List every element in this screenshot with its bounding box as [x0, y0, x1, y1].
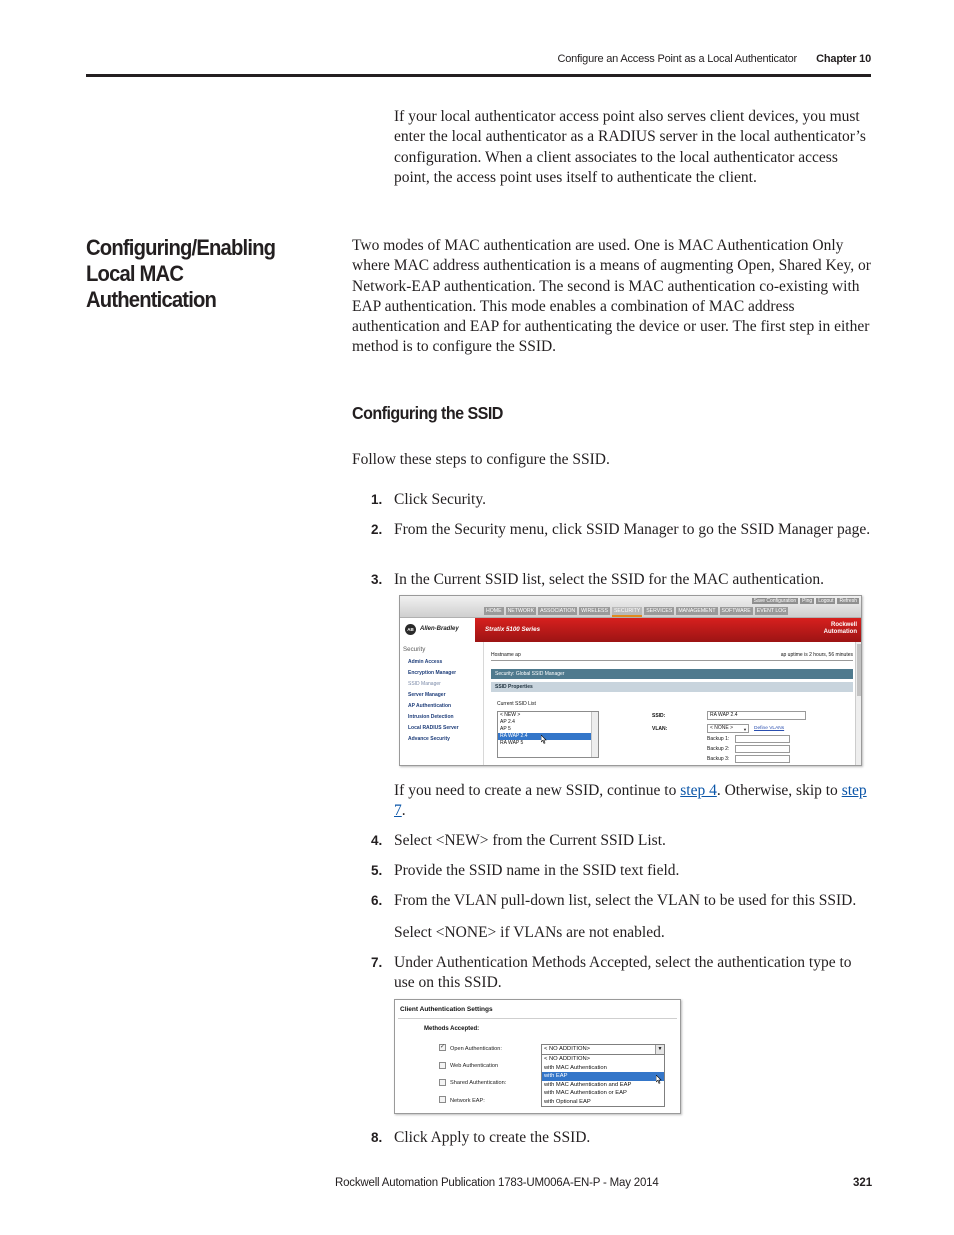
chevron-down-icon: ▼ [655, 1045, 664, 1054]
step-number: 2. [371, 522, 383, 537]
nav-security[interactable]: SECURITY [612, 607, 642, 617]
step-number: 6. [371, 893, 383, 908]
sidebar-item-ssid-manager[interactable]: SSID Manager [408, 681, 441, 687]
sidebar-title: Security [403, 646, 426, 653]
shared-auth-checkbox[interactable] [439, 1079, 446, 1086]
note-text: . Otherwise, skip to [716, 782, 842, 799]
step-7-link[interactable]: step 7 [394, 782, 867, 820]
nav-network[interactable]: NETWORK [507, 608, 535, 614]
step-7 [352, 953, 872, 994]
ping-link[interactable]: Ping [802, 598, 813, 604]
top-bar [400, 596, 861, 618]
ssid-properties-bar: SSID Properties [491, 682, 853, 692]
sidebar-item-intrusion-detection[interactable]: Intrusion Detection [408, 714, 454, 720]
dropdown-option-highlighted[interactable]: with EAP [542, 1072, 664, 1081]
running-header-title: Configure an Access Point as a Local Authenticator [557, 53, 797, 65]
nav-software[interactable]: SOFTWARE [721, 608, 751, 614]
step-2 [352, 520, 872, 540]
product-banner [475, 618, 861, 642]
ab-badge-icon: AB [405, 624, 416, 635]
footer-publication: Rockwell Automation Publication 1783-UM006A-EN-P - May 2014 [335, 1177, 659, 1189]
step-5 [352, 861, 872, 881]
define-vlans-link[interactable]: Define VLANs [754, 726, 785, 731]
subsection-heading: Configuring the SSID [352, 403, 503, 423]
step-text: Click Apply to create the SSID. [394, 1129, 591, 1146]
step-text: In the Current SSID list, select the SSID for the MAC authentication. [394, 571, 825, 588]
network-eap-label: Network EAP: [450, 1098, 485, 1104]
open-auth-checkbox[interactable]: ✓ [440, 1044, 446, 1050]
security-sidebar [400, 642, 484, 766]
sidebar-item-encryption-manager[interactable]: Encryption Manager [408, 670, 457, 676]
series-title: Stratix 5100 Series [485, 626, 541, 633]
nav-services[interactable]: SERVICES [646, 608, 673, 614]
nav-home[interactable]: HOME [486, 608, 502, 614]
section-heading: Configuring/Enabling Local MAC Authentication [86, 235, 276, 312]
listbox-scrollbar[interactable] [591, 712, 598, 757]
step-text: From the Security menu, click SSID Manager to go the SSID Manager page. [394, 521, 871, 538]
step-8 [352, 1128, 872, 1148]
note-step-links [394, 781, 870, 822]
select-value: < NO ADDITION> [544, 1046, 591, 1052]
step-number: 4. [371, 833, 383, 848]
ssid-option[interactable]: RA WAP 5 [500, 740, 524, 746]
web-auth-label: Web Authentication [450, 1063, 499, 1069]
vlan-select-value: < NONE > [710, 725, 734, 731]
sidebar-item-server-manager[interactable]: Server Manager [408, 692, 446, 698]
backup-1-input[interactable] [735, 735, 790, 743]
dropdown-option[interactable]: with MAC Authentication [544, 1064, 607, 1071]
nav-event-log[interactable]: EVENT LOG [756, 608, 787, 614]
step-text: Select <NEW> from the Current SSID List. [394, 832, 666, 849]
step-text: Click Security. [394, 491, 486, 508]
page-number: 321 [853, 1177, 873, 1189]
hostname: Hostname ap [491, 652, 521, 658]
nav-association[interactable]: ASSOCIATION [540, 608, 576, 614]
sidebar-item-ap-authentication[interactable]: AP Authentication [408, 703, 452, 709]
shared-auth-label: Shared Authentication: [450, 1080, 507, 1086]
backup-1-label: Backup 1: [707, 736, 730, 742]
addition-dropdown-list[interactable] [541, 1054, 665, 1107]
backup-2-label: Backup 2: [707, 746, 730, 752]
ssid-label: SSID: [652, 713, 666, 719]
chevron-down-icon: ▼ [743, 727, 747, 732]
running-header [86, 53, 871, 69]
note-text: . [401, 802, 406, 820]
dropdown-option[interactable]: < NO ADDITION> [544, 1056, 591, 1062]
backup-3-input[interactable] [735, 755, 790, 763]
dropdown-option[interactable]: with MAC Authentication or EAP [544, 1090, 627, 1096]
step-3 [352, 570, 872, 590]
vlan-select[interactable] [707, 724, 749, 733]
step-1 [352, 490, 872, 510]
sidebar-item-local-radius-server[interactable]: Local RADIUS Server [408, 725, 459, 731]
brand-name: Allen-Bradley [420, 626, 459, 632]
logout-link[interactable]: Logout [818, 598, 834, 604]
sidebar-item-admin-access[interactable]: Admin Access [408, 659, 443, 665]
open-auth-label: Open Authentication: [450, 1046, 502, 1052]
page-title-bar: Security: Global SSID Manager [491, 669, 853, 679]
intro-paragraph: If your local authenticator access point also serves client devices, you must enter the local authenticator as a RADIUS server in the local authenticator’s configuration. When a client associates to the local authenticator access point, the access point uses itself to authenticate the client. [394, 108, 866, 186]
note-text: If you need to create a new SSID, continue to [394, 782, 681, 799]
step-number: 5. [371, 863, 383, 878]
running-header-chapter: Chapter 10 [816, 53, 871, 65]
ssid-input[interactable]: RA WAP 2.4 [707, 711, 806, 720]
rockwell-logo [824, 622, 857, 636]
step-number: 3. [371, 572, 383, 587]
top-links [750, 598, 859, 604]
step-6 [352, 891, 872, 911]
backup-2-input[interactable] [735, 745, 790, 753]
client-auth-title: Client Authentication Settings [400, 1006, 493, 1013]
scrollbar-thumb[interactable] [857, 644, 861, 696]
note-vlans: Select <NONE> if VLANs are not enabled. [394, 924, 665, 941]
vlan-label: VLAN: [652, 726, 668, 732]
page-scrollbar[interactable] [855, 642, 861, 766]
web-auth-checkbox[interactable] [439, 1062, 446, 1069]
hostname-line [491, 652, 853, 661]
title-divider [398, 1018, 677, 1019]
step-text: Under Authentication Methods Accepted, select the authentication type to use on this SSID. [394, 954, 852, 992]
client-auth-screenshot [394, 999, 681, 1114]
step-number: 7. [371, 955, 383, 970]
save-configuration-link[interactable]: Save Configuration [753, 598, 797, 604]
current-ssid-list-label: Current SSID List [497, 701, 536, 707]
ssid-option[interactable]: AP 2.4 [500, 719, 515, 725]
section-body: Two modes of MAC authentication are used. One is MAC Authentication Only where MAC address authentication is a means of augmenting Open, Shared Key, or Network-EAP authentication. The second is MAC authentication co-existing with EAP authentication. This mode enables a combination of MAC address authentication and EAP for authenticating the device or user. The first step in either method is to configure the SSID. [352, 237, 871, 356]
ssid-option[interactable]: < NEW > [500, 712, 521, 718]
mouse-cursor-icon [656, 1075, 662, 1084]
step-number: 1. [371, 492, 383, 507]
sidebar-item-advance-security[interactable]: Advance Security [408, 736, 450, 742]
dropdown-option[interactable]: with MAC Authentication and EAP [544, 1081, 632, 1088]
step-4-link[interactable]: step 4 [680, 782, 717, 799]
main-nav [484, 607, 790, 617]
current-ssid-listbox[interactable] [497, 711, 599, 758]
ssid-manager-screenshot [399, 595, 862, 766]
backup-3-label: Backup 3: [707, 756, 730, 762]
nav-management[interactable]: MANAGEMENT [678, 608, 716, 614]
network-eap-checkbox[interactable] [439, 1096, 446, 1103]
methods-accepted-label: Methods Accepted: [424, 1026, 480, 1032]
ssid-option[interactable]: AP 5 [500, 726, 511, 732]
mouse-cursor-icon [541, 735, 547, 744]
step-number: 8. [371, 1130, 383, 1145]
refresh-link[interactable]: Refresh [839, 598, 857, 604]
allen-bradley-logo [400, 618, 475, 642]
rockwell-line-2: Automation [823, 629, 857, 635]
step-text: From the VLAN pull-down list, select the VLAN to be used for this SSID. [394, 892, 857, 909]
step-text: Provide the SSID name in the SSID text field. [394, 862, 680, 879]
subsection-lead: Follow these steps to configure the SSID. [352, 451, 610, 468]
step-4 [352, 831, 872, 851]
dropdown-option[interactable]: with Optional EAP [544, 1098, 591, 1105]
rockwell-line-1: Rockwell [830, 622, 857, 628]
header-rule [86, 74, 871, 77]
ssid-option-selected[interactable]: RA WAP 2.4 [498, 733, 598, 740]
nav-wireless[interactable]: WIRELESS [581, 608, 608, 614]
uptime: ap uptime is 2 hours, 56 minutes [780, 652, 853, 658]
